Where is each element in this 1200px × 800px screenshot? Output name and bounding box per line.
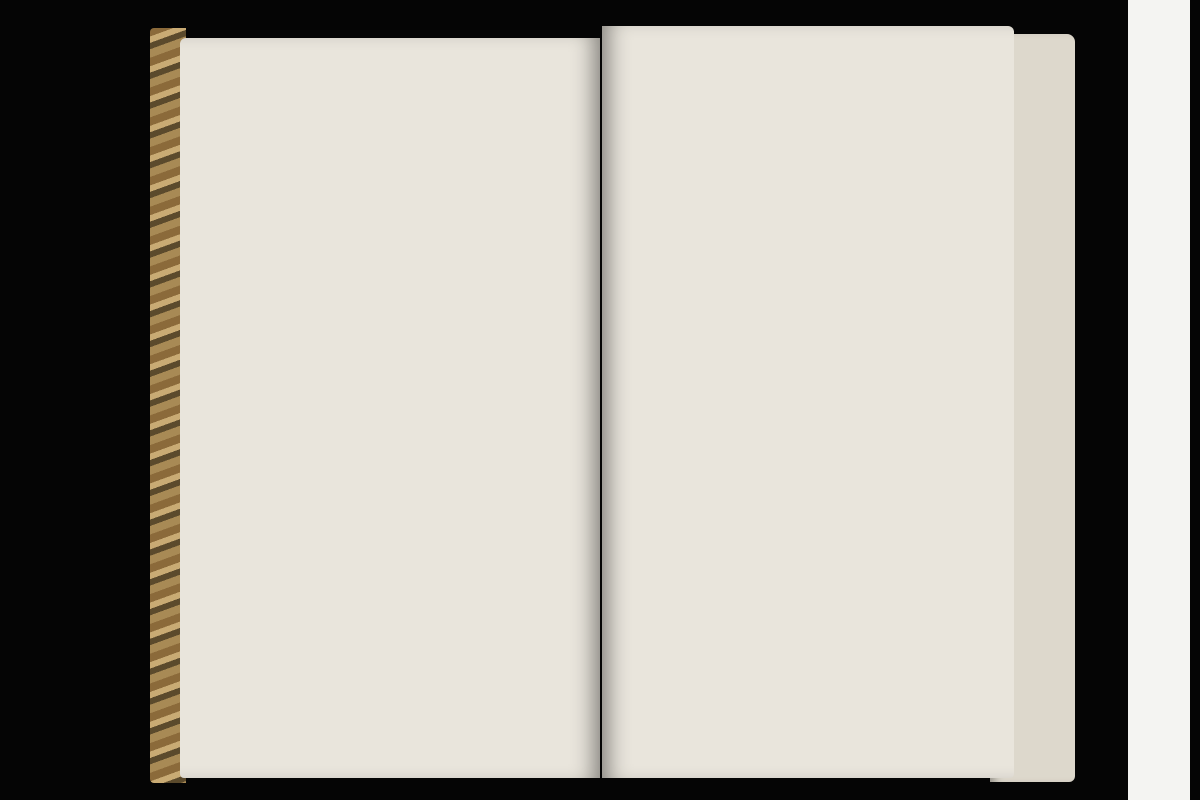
right-page (602, 26, 1014, 778)
open-book (150, 20, 1080, 782)
measurement-ruler (1128, 0, 1190, 800)
left-page (180, 38, 600, 778)
